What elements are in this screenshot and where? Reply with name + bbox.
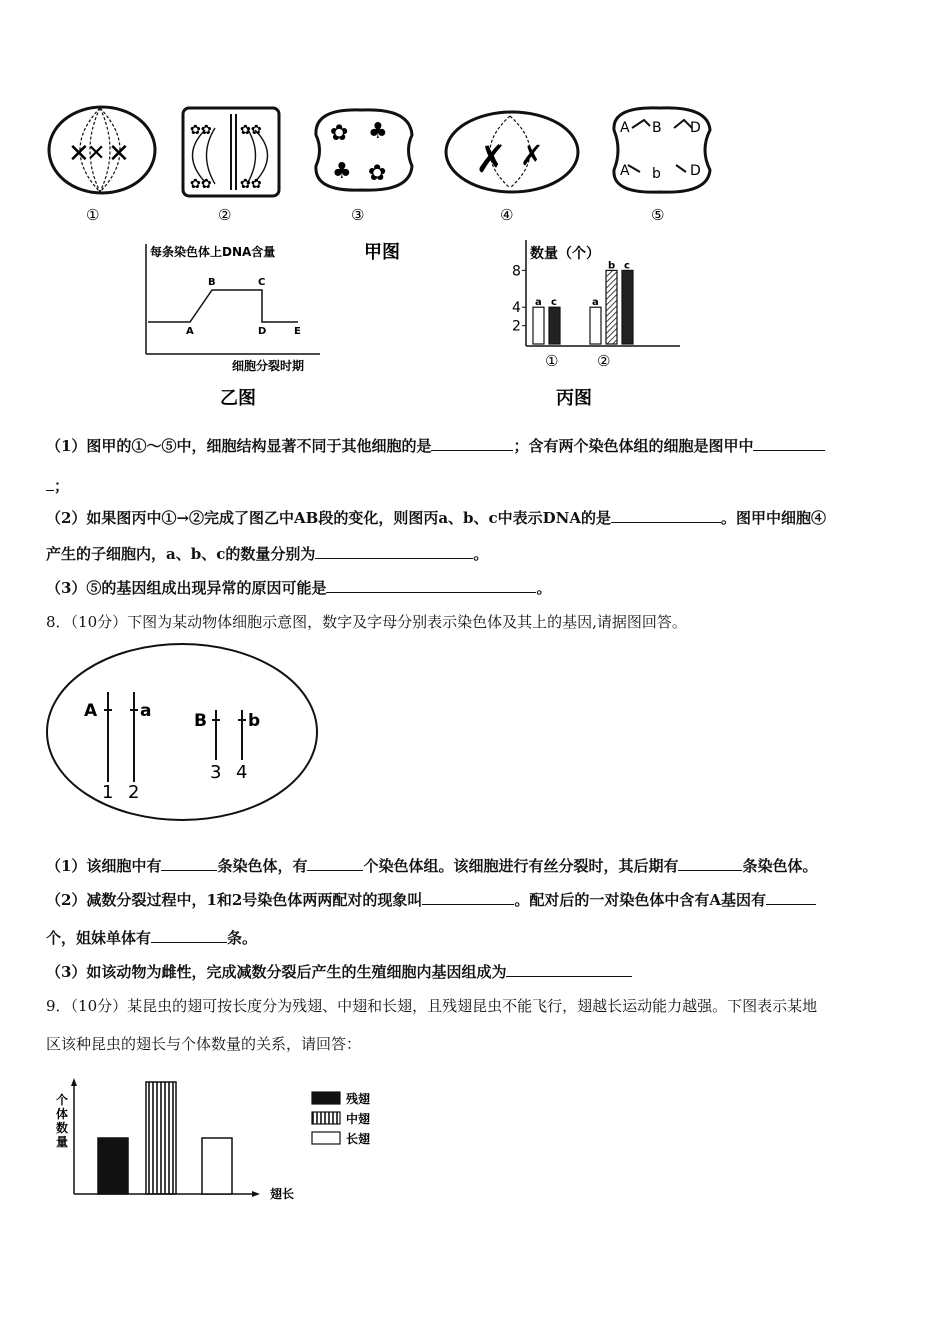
svg-text:✿✿: ✿✿ — [190, 177, 212, 192]
answer-blank[interactable] — [46, 476, 54, 491]
q8-p1a: （1）该细胞中有 — [46, 857, 162, 875]
caption-bing: 丙图 — [556, 388, 592, 409]
bing-tick-label: 2 — [512, 318, 521, 335]
svg-text:✿✿: ✿✿ — [190, 123, 212, 138]
chart-bing — [512, 240, 680, 409]
q8-part1 — [46, 856, 818, 876]
bing-group: ② — [597, 352, 611, 370]
gene-label: A — [620, 163, 630, 179]
q7-p3a: （3）⑤的基因组成出现异常的原因可能是 — [46, 579, 327, 597]
q9-stem-line2: 区该种昆虫的翅长与个体数量的关系，请回答： — [46, 1035, 362, 1053]
gene-label: b — [652, 166, 661, 182]
legend-swatch — [312, 1112, 340, 1124]
answer-blank[interactable] — [326, 578, 536, 593]
gene-a: a — [140, 701, 152, 721]
cell-4 — [446, 112, 578, 192]
q8-part2-line2 — [46, 928, 257, 948]
yi-point-label: A — [186, 326, 194, 337]
q9-ylabel-char: 体 — [56, 1107, 69, 1121]
svg-text:✿✿: ✿✿ — [240, 177, 262, 192]
svg-text:✿✿: ✿✿ — [240, 123, 262, 138]
wing-bar — [202, 1138, 232, 1194]
wing-bar — [98, 1138, 128, 1194]
cell-5 — [614, 108, 710, 192]
yi-point-label: D — [258, 326, 267, 337]
q7-p2d: 。 — [473, 545, 489, 563]
bing-bar-label: a — [592, 297, 599, 309]
bing-tick-label: 8 — [512, 263, 521, 280]
answer-blank[interactable] — [151, 928, 227, 943]
chromosome-number: 4 — [236, 762, 248, 783]
answer-blank[interactable] — [506, 962, 632, 977]
svg-text:✕: ✕ — [68, 139, 90, 169]
bing-ylabel: 数量（个） — [530, 246, 600, 262]
answer-blank[interactable] — [678, 856, 742, 871]
cell-label: ① — [86, 206, 100, 224]
q7-part1-line2 — [46, 476, 69, 496]
svg-text:♣: ♣ — [368, 119, 388, 144]
gene-B: B — [194, 711, 207, 731]
q8-p1d: 条染色体。 — [742, 857, 818, 875]
legend-label: 长翅 — [346, 1132, 371, 1146]
q7-part1-line1 — [46, 436, 825, 456]
chart-yi — [146, 244, 320, 409]
q7-part2-line1 — [46, 508, 826, 528]
wing-bar — [146, 1082, 176, 1194]
legend-swatch — [312, 1132, 340, 1144]
q7-p1c: ； — [54, 477, 70, 495]
q9-wing-chart — [44, 1070, 384, 1210]
gene-label: D — [690, 163, 701, 179]
answer-blank[interactable] — [161, 856, 217, 871]
q8-part3 — [46, 962, 632, 982]
legend-label: 中翅 — [346, 1112, 371, 1126]
bing-bar-a — [590, 307, 601, 344]
bing-bar-c — [622, 270, 633, 344]
answer-blank[interactable] — [753, 436, 825, 451]
svg-text:♣: ♣ — [332, 159, 352, 184]
gene-label: A — [620, 120, 630, 136]
q7-p2a: （2）如果图丙中①→②完成了图乙中AB段的变化，则图丙a、b、c中表示DNA的是 — [46, 509, 612, 527]
q8-p1b: 条染色体，有 — [217, 857, 308, 875]
cell-2 — [183, 108, 279, 196]
cell-3 — [316, 110, 412, 190]
q8-cell-figure — [44, 640, 324, 830]
q7-p2b: 。图甲中细胞④ — [721, 509, 827, 527]
bing-tick-label: 4 — [512, 300, 521, 317]
yi-xlabel: 细胞分裂时期 — [232, 359, 305, 373]
q9-xlabel: 翅长 — [270, 1187, 295, 1201]
cell-label: ② — [218, 206, 232, 224]
answer-blank[interactable] — [611, 508, 721, 523]
q9-stem-line1: 9．（10分）某昆虫的翅可按长度分为残翅、中翅和长翅，且残翅昆虫不能飞行，翅越长运动能力越强。下图表示某地 — [46, 997, 818, 1015]
bing-bar-b — [606, 270, 617, 344]
chromosome-number: 2 — [128, 782, 140, 803]
yi-series-line — [148, 290, 298, 322]
legend-swatch — [312, 1092, 340, 1104]
q7-part3 — [46, 578, 551, 598]
svg-text:✕: ✕ — [108, 139, 130, 169]
cell-label: ④ — [500, 206, 514, 224]
answer-blank[interactable] — [307, 856, 363, 871]
q7-p3b: 。 — [536, 579, 552, 597]
svg-text:✿: ✿ — [330, 121, 349, 146]
figure-top — [0, 0, 950, 420]
q8-p3a: （3）如该动物为雌性，完成减数分裂后产生的生殖细胞内基因组成为 — [46, 963, 507, 981]
bing-group: ① — [545, 352, 559, 370]
q7-p2c: 产生的子细胞内，a、b、c的数量分别为 — [46, 545, 316, 563]
q7-part2-line2 — [46, 544, 488, 564]
yi-point-label: C — [258, 277, 266, 288]
yi-point-label: B — [208, 277, 216, 288]
q8-stem: 8．（10分）下图为某动物体细胞示意图，数字及字母分别表示染色体及其上的基因,请据图回答。 — [46, 613, 687, 631]
gene-label: B — [652, 120, 662, 136]
q9-ylabel-char: 个 — [56, 1093, 69, 1107]
q7-p1b: ；含有两个染色体组的细胞是图甲中 — [513, 437, 754, 455]
q9-ylabel-char: 数 — [56, 1121, 69, 1135]
cell-label: ③ — [351, 206, 365, 224]
q8-p2d: 条。 — [227, 929, 258, 947]
cell-1 — [49, 107, 155, 193]
gene-A: A — [84, 701, 98, 721]
bing-bar-a — [533, 307, 544, 344]
gene-label: D — [690, 120, 701, 136]
yi-point-label: E — [294, 326, 301, 337]
q8-p1c: 个染色体组。该细胞进行有丝分裂时，其后期有 — [363, 857, 679, 875]
svg-text:✿: ✿ — [368, 161, 387, 186]
svg-text:✕: ✕ — [87, 141, 106, 166]
q8-p2b: 。配对后的一对染色体中含有A基因有 — [514, 891, 766, 909]
caption-yi: 乙图 — [220, 388, 256, 409]
q7-p1a: （1）图甲的①～⑤中，细胞结构显著不同于其他细胞的是 — [46, 437, 432, 455]
answer-blank[interactable] — [431, 436, 513, 451]
legend-label: 残翅 — [346, 1092, 371, 1106]
chromosome-number: 1 — [102, 782, 114, 803]
svg-text:✗: ✗ — [520, 139, 544, 172]
chromosome-number: 3 — [210, 762, 222, 783]
caption-jia: 甲图 — [364, 242, 400, 263]
svg-text:✗: ✗ — [475, 137, 507, 181]
bing-bar-label: b — [608, 260, 616, 272]
answer-blank[interactable] — [766, 890, 816, 905]
q8-p2a: （2）减数分裂过程中，1和2号染色体两两配对的现象叫 — [46, 891, 423, 909]
cell-label: ⑤ — [651, 206, 665, 224]
gene-b: b — [248, 711, 261, 731]
answer-blank[interactable] — [315, 544, 473, 559]
q8-p2c: 个，姐妹单体有 — [46, 929, 152, 947]
yi-ylabel: 每条染色体上DNA含量 — [150, 245, 276, 259]
bing-bar-label: a — [535, 297, 542, 309]
bing-bar-label: c — [624, 260, 630, 272]
bing-bar-c — [549, 307, 560, 344]
answer-blank[interactable] — [422, 890, 514, 905]
bing-bar-label: c — [551, 297, 557, 309]
q8-part2-line1 — [46, 890, 816, 910]
q9-ylabel-char: 量 — [56, 1135, 69, 1149]
